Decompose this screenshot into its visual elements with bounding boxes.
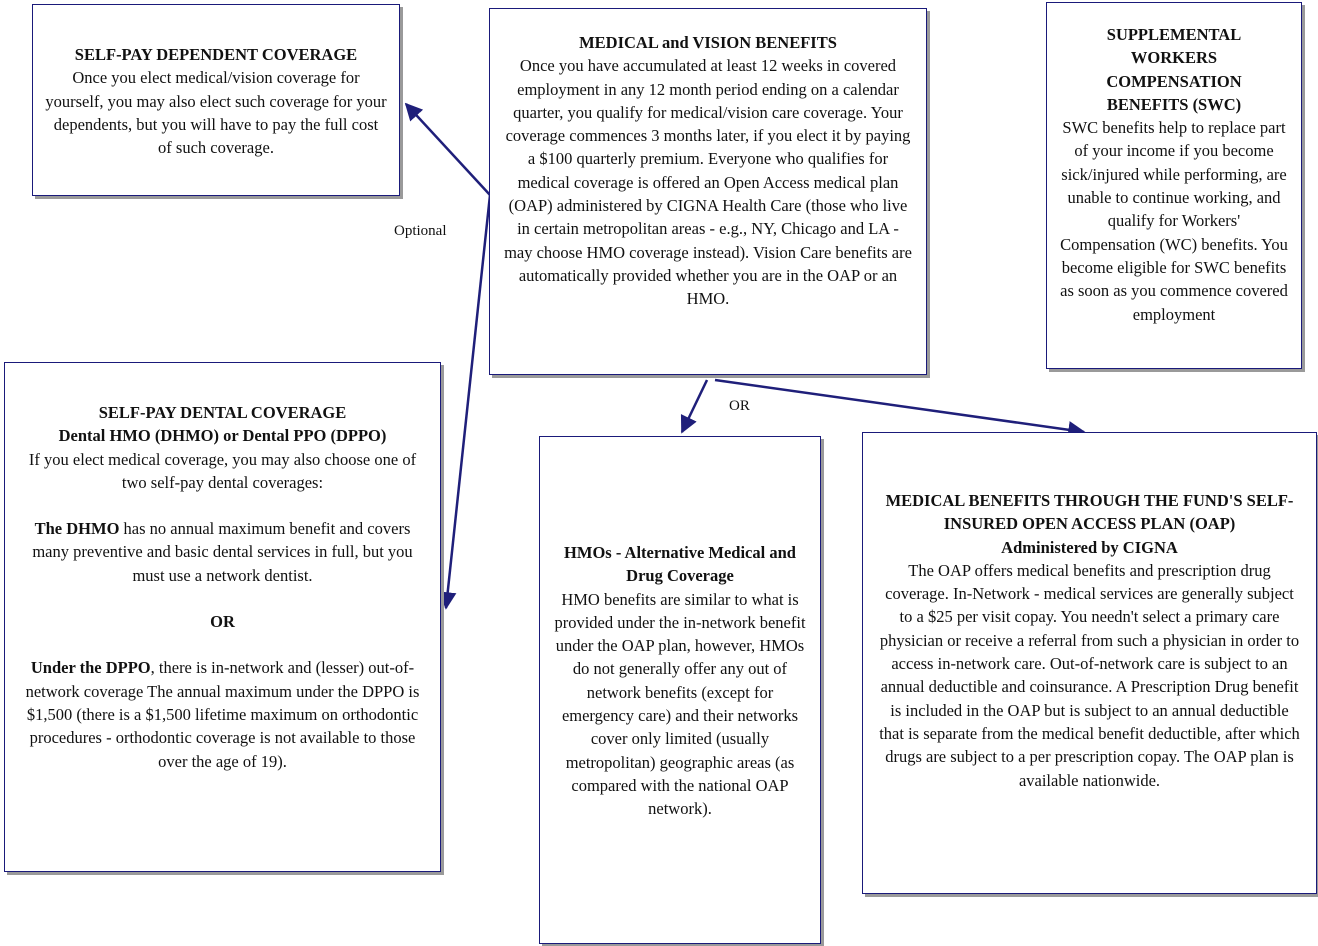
- self-pay-dependent-box: [32, 4, 400, 196]
- arrow-to-dependent: [406, 104, 490, 195]
- hmo-text: HMO benefits are similar to what is provided under the in-network benefit under the OAP plan, however, HMOs do not generally offer any out of network benefits (except for emergency care) and their networks cover only limited (usually metropolitan) geographic areas (as compared with the national OAP network).: [554, 589, 806, 819]
- oap-text: The OAP offers medical benefits and prescription drug coverage. In-Network - medical services are generally subject to a $25 per visit copay. You needn't select a primary care physician or receive a referral from such a physician in order to access in-network care. Out-of-network care is subject to an annual deductible and coinsurance. A Prescription Drug benefit is included in the OAP but is subject to an annual deductible that is separate from the medical benefit deductible, after which drugs are subject to a per prescription copay. The OAP plan is available nationwide.: [879, 560, 1300, 790]
- medical-vision-text: Once you have accumulated at least 12 weeks in covered employment in any 12 month period ending on a calendar quarter, you qualify for medical/vision care coverage. Your coverage commences 3 months later, if you elect it by paying a $100 quarterly premium. Everyone who qualifies for medical coverage is offered an Open Access medical plan (OAP) administered by CIGNA Health Care (those who live in certain metropolitan areas - e.g., NY, Chicago and LA - may choose HMO coverage instead). Vision Care benefits are automatically provided whether you are in the OAP or an HMO.: [504, 56, 912, 309]
- oap-box: [862, 432, 1317, 894]
- oap-title: MEDICAL BENEFITS THROUGH THE FUND'S SELF-INSURED OPEN ACCESS PLAN (OAP): [885, 491, 1294, 534]
- self-pay-dependent-title: SELF-PAY DEPENDENT COVERAGE: [74, 45, 358, 64]
- arrow-to-dental: [446, 195, 490, 608]
- swc-box: [1046, 2, 1302, 369]
- medical-vision-box: [489, 8, 927, 375]
- medical-vision-title: MEDICAL and VISION BENEFITS: [579, 33, 837, 52]
- dppo-lead: Under the DPPO: [30, 658, 151, 678]
- arrow-to-oap: [715, 380, 1084, 432]
- dhmo-paragraph: [21, 517, 424, 587]
- dental-subtitle: Dental HMO (DHMO) or Dental PPO (DPPO): [58, 426, 387, 446]
- swc-text: SWC benefits help to replace part of your income if you become sick/injured while performing, are unable to continue working, and qualify for Workers' Compensation (WC) benefits. You become eligible for SWC benefits as soon as you commence covered employment: [1060, 118, 1288, 324]
- optional-label: Optional: [394, 223, 447, 239]
- hmo-title: HMOs - Alternative Medical and Drug Coverage: [564, 543, 796, 586]
- dppo-text: , there is in-network and (lesser) out-of-network coverage The annual maximum under the DPPO is $1,500 (there is a $1,500 lifetime maximum on orthodontic procedures - orthodontic coverage is not available to those over the age of 19).: [25, 658, 420, 771]
- dental-intro: If you elect medical coverage, you may also choose one of two self-pay dental coverages:: [28, 449, 417, 492]
- or-label: OR: [729, 398, 750, 414]
- arrow-to-hmo: [682, 380, 707, 432]
- dhmo-text: has no annual maximum benefit and covers many preventive and basic dental services in full, but you must use a network dentist.: [32, 519, 413, 585]
- self-pay-dependent-text: Once you elect medical/vision coverage for yourself, you may also elect such coverage for your dependents, but you will have to pay the full cost of such coverage.: [45, 68, 387, 158]
- dppo-paragraph: [21, 656, 424, 772]
- dental-title: SELF-PAY DENTAL COVERAGE: [98, 403, 347, 422]
- oap-subtitle: Administered by CIGNA: [1001, 537, 1178, 557]
- self-pay-dental-box: [4, 362, 441, 872]
- hmo-box: [539, 436, 821, 944]
- dhmo-lead: The DHMO: [34, 519, 120, 539]
- dental-or: OR: [210, 612, 235, 632]
- swc-title: SUPPLEMENTAL WORKERS COMPENSATION BENEFITS (SWC): [1106, 25, 1242, 114]
